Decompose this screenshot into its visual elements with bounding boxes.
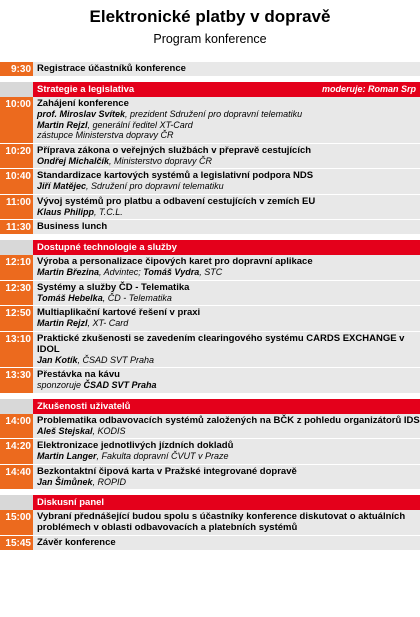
item-title: Výroba a personalizace čipových karet pro dopravní aplikace: [37, 256, 313, 267]
speaker-line: [37, 293, 420, 304]
speaker-role: , STC: [199, 267, 223, 277]
program-row: [0, 535, 420, 550]
speaker-role: , ČSAD SVT Praha: [77, 354, 155, 365]
item-title: Vývoj systémů pro platbu a odbavení cestujících v zemích EU: [37, 195, 316, 207]
speaker-line: [37, 181, 420, 192]
section-moderator: [416, 399, 420, 414]
program-row-content: [33, 536, 420, 550]
time-cell: 14:20: [0, 439, 33, 464]
program-row: [0, 219, 420, 234]
program-row: [0, 168, 420, 194]
time-cell: 13:30: [0, 368, 33, 393]
document-title: Elektronické platby v dopravě: [89, 7, 331, 26]
time-cell: 10:40: [0, 169, 33, 194]
item-title: Přestávka na kávu: [37, 369, 120, 380]
section-moderator: moderuje: Roman Srp: [321, 84, 416, 94]
item-title: Vybraní přednášející budou spolu s účastníky konference diskutovat o aktuálních problémech v oblasti odbavovacích a platebních systémů: [37, 511, 406, 533]
speaker-role: , Ministerstvo dopravy ČR: [109, 155, 213, 166]
program-row: [0, 331, 420, 368]
speaker-role: , KODIS: [92, 425, 126, 436]
speaker-role: sponzoruje: [37, 380, 84, 390]
speaker-role: , Sdružení pro dopravní telematiku: [86, 181, 224, 191]
section-moderator: [416, 240, 420, 255]
section-header-gutter: [0, 82, 33, 97]
speaker-role: , Fakulta dopravní ČVUT v Praze: [96, 451, 229, 461]
item-title: Multiaplikační kartové řešení v praxi: [37, 307, 201, 318]
speaker-role: , ČD - Telematika: [102, 292, 172, 303]
program-row: [0, 367, 420, 393]
item-title: Elektronizace jednotlivých jízdních dokladů: [37, 440, 234, 451]
item-title: Bezkontaktní čipová karta v Pražské integrované dopravě: [37, 465, 297, 477]
program-row: [0, 143, 420, 169]
section-header: [0, 399, 420, 414]
speaker-line: [37, 207, 420, 218]
speaker-line: [37, 318, 420, 329]
section-header-bar: [33, 240, 420, 255]
section-moderator: [416, 495, 420, 510]
time-cell: 14:40: [0, 465, 33, 490]
time-cell: 12:30: [0, 281, 33, 306]
speaker-name: Martin Rejzl: [37, 119, 88, 130]
section-header-gutter: [0, 240, 33, 255]
speaker-line: [37, 355, 420, 366]
section-title: Strategie a legislativa: [37, 84, 135, 95]
item-title: Problematika odbavovacích systémů založených na BČK z pohledu organizátorů IDS: [37, 414, 420, 426]
speaker-name: Aleš Stejskal: [37, 425, 93, 436]
program-row-content: [33, 465, 420, 490]
time-cell: 11:30: [0, 220, 33, 234]
item-title: Zahájení konference: [37, 98, 129, 109]
speaker-name: ČSAD SVT Praha: [83, 380, 157, 390]
program-row-content: [33, 97, 420, 143]
program-row: [0, 414, 420, 439]
speaker-name: prof. Miroslav Svítek: [37, 109, 126, 119]
program-row: [0, 438, 420, 464]
section-header-bar: [33, 495, 420, 510]
speaker-role: , T.C.L.: [94, 206, 123, 217]
program-row: [0, 194, 420, 220]
time-cell: 9:30: [0, 62, 33, 76]
section-header: [0, 82, 420, 97]
speaker-name: Martin Rejzl: [37, 318, 88, 328]
item-title: Business lunch: [37, 221, 108, 232]
time-cell: 14:00: [0, 414, 33, 439]
time-cell: 13:10: [0, 332, 33, 368]
program-row-content: [33, 195, 420, 220]
speaker-line: [37, 426, 420, 437]
speaker-name: Ondřej Michalčík: [37, 155, 110, 166]
speaker-line: [37, 156, 420, 167]
program-row-content: [33, 169, 420, 194]
program-row-content: [33, 439, 420, 464]
speaker-role: zástupce Ministerstva dopravy ČR: [37, 130, 174, 140]
section-header-gutter: [0, 399, 33, 414]
section-title: Zkušenosti uživatelů: [37, 400, 131, 412]
speaker-line: [37, 477, 420, 488]
program-row-content: [33, 332, 420, 368]
speaker-name: Tomáš Vydra: [143, 267, 200, 277]
section-header-bar: [33, 399, 420, 414]
section-header-gutter: [0, 495, 33, 510]
speaker-role: , generální ředitel XT-Card: [87, 119, 193, 130]
section-header: [0, 495, 420, 510]
program-row: [0, 97, 420, 143]
program-row-content: [33, 306, 420, 331]
document-subtitle: Program konference: [153, 32, 267, 46]
program-row: [0, 305, 420, 331]
speaker-name: Jan Kotík: [37, 354, 78, 365]
speaker-name: Jan Šimůnek: [37, 476, 93, 487]
time-cell: 12:50: [0, 306, 33, 331]
speaker-line: [37, 451, 420, 462]
document-header: [0, 0, 420, 62]
registration-content: [33, 62, 420, 76]
item-title: Standardizace kartových systémů a legislativní podpora NDS: [37, 170, 314, 181]
speaker-name: Martin Langer: [37, 451, 97, 461]
section-title: Dostupné technologie a služby: [37, 242, 177, 253]
speaker-role: , prezident Sdružení pro dopravní telematiku: [125, 109, 303, 119]
speaker-name: Tomáš Hebelka: [37, 292, 103, 303]
item-title: Závěr konference: [37, 537, 116, 548]
item-title: Systémy a služby ČD - Telematika: [37, 281, 190, 293]
program-row-content: [33, 510, 420, 535]
program: [0, 82, 420, 550]
speaker-name: Klaus Philipp: [37, 206, 95, 217]
time-cell: 12:10: [0, 255, 33, 280]
program-row-content: [33, 255, 420, 280]
speaker-line: [37, 380, 420, 391]
program-row: [0, 464, 420, 490]
speaker-name: Martin Březina: [37, 267, 100, 277]
program-row-content: [33, 368, 420, 393]
time-cell: 10:20: [0, 144, 33, 169]
speaker-line: [37, 109, 420, 120]
section-header: [0, 240, 420, 255]
speaker-role: , ROPID: [92, 476, 127, 487]
speaker-line: [37, 130, 420, 141]
item-title: Praktické zkušenosti se zavedením clearingového systému CARDS EXCHANGE v IDOL: [37, 332, 405, 355]
speaker-name: Jiří Matějec: [37, 181, 87, 191]
item-title: Příprava zákona o veřejných službách v přepravě cestujících: [37, 144, 312, 156]
program-row-content: [33, 281, 420, 306]
program-row-content: [33, 144, 420, 169]
program-row: [0, 280, 420, 306]
time-cell: 10:00: [0, 97, 33, 143]
program-row-content: [33, 414, 420, 439]
speaker-line: [37, 120, 420, 131]
speaker-line: [37, 267, 420, 278]
time-cell: 15:00: [0, 510, 33, 535]
time-cell: 11:00: [0, 195, 33, 220]
program-row: [0, 510, 420, 535]
section-header-bar: [33, 82, 420, 97]
speaker-role: , Advintec;: [99, 267, 144, 277]
registration-row: [0, 62, 420, 76]
item-title: Registrace účastníků konference: [37, 63, 186, 74]
speaker-role: , XT- Card: [87, 318, 129, 328]
section-title: Diskusní panel: [37, 497, 105, 508]
program-row: [0, 255, 420, 280]
time-cell: 15:45: [0, 536, 33, 550]
program-row-content: [33, 220, 420, 234]
